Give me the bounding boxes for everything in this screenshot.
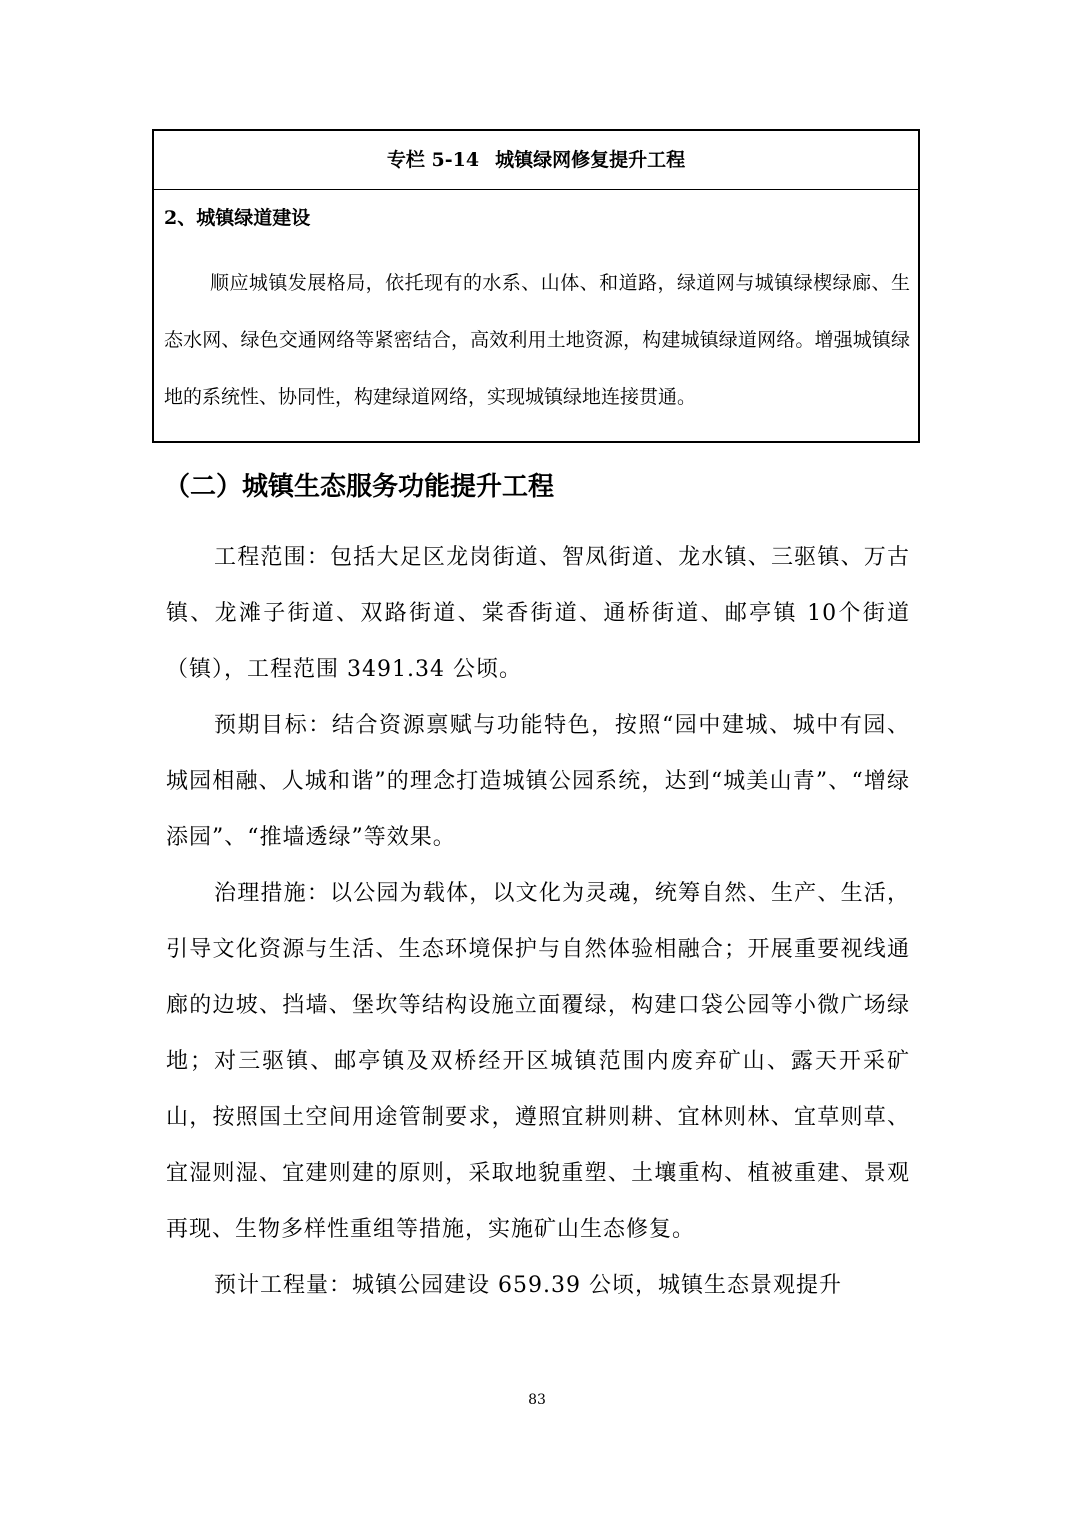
paragraph-quantity: 预计工程量：城镇公园建设 659.39 公顷，城镇生态景观提升 bbox=[214, 1273, 842, 1298]
feature-box-title bbox=[154, 131, 918, 190]
paragraph-measures: 治理措施：以公园为载体，以文化为灵魂，统筹自然、生产、生活，引导文化资源与生活、生态环境保护与自然体验相融合；开展重要视线通廊的边坡、挡墙、堡坎等结构设施立面覆绿，构建口袋公园等小微广场绿地；对三驱镇、邮亭镇及双桥经开区城镇范围内废弃矿山、露天开采矿山，按照国土空间用途管制要求，遵照宜耕则耕、宜林则林、宜草则草、宜湿则湿、宜建则建的原则，采取地貌重塑、土壤重构、植被重建、景观再现、生物多样性重组等措施，实施矿山生态修复。 bbox=[166, 881, 910, 1242]
section-title: （二）城镇生态服务功能提升工程 bbox=[164, 472, 555, 502]
feature-box-title-text: 城镇绿网修复提升工程 bbox=[495, 149, 686, 171]
feature-box-label: 专栏 5-14 bbox=[386, 149, 480, 171]
section-body bbox=[166, 530, 910, 1314]
feature-box bbox=[152, 129, 920, 443]
paragraph-scope: 工程范围：包括大足区龙岗街道、智凤街道、龙水镇、三驱镇、万古镇、龙滩子街道、双路街道、棠香街道、通桥街道、邮亭镇 10个街道（镇），工程范围 3491.34 公顷。 bbox=[166, 545, 910, 682]
page-number: 83 bbox=[528, 1392, 546, 1408]
feature-box-paragraph: 顺应城镇发展格局，依托现有的水系、山体、和道路，绿道网与城镇绿楔绿廊、生态水网、绿色交通网络等紧密结合，高效利用土地资源，构建城镇绿道网络。增强城镇绿地的系统性、协同性，构建绿道网络，实现城镇绿地连接贯通。 bbox=[164, 272, 910, 408]
paragraph-goal: 预期目标：结合资源禀赋与功能特色，按照“园中建城、城中有园、城园相融、人城和谐”的理念打造城镇公园系统，达到“城美山青”、“增绿添园”、“推墙透绿”等效果。 bbox=[166, 713, 910, 850]
feature-box-heading: 2、城镇绿道建设 bbox=[164, 207, 311, 229]
